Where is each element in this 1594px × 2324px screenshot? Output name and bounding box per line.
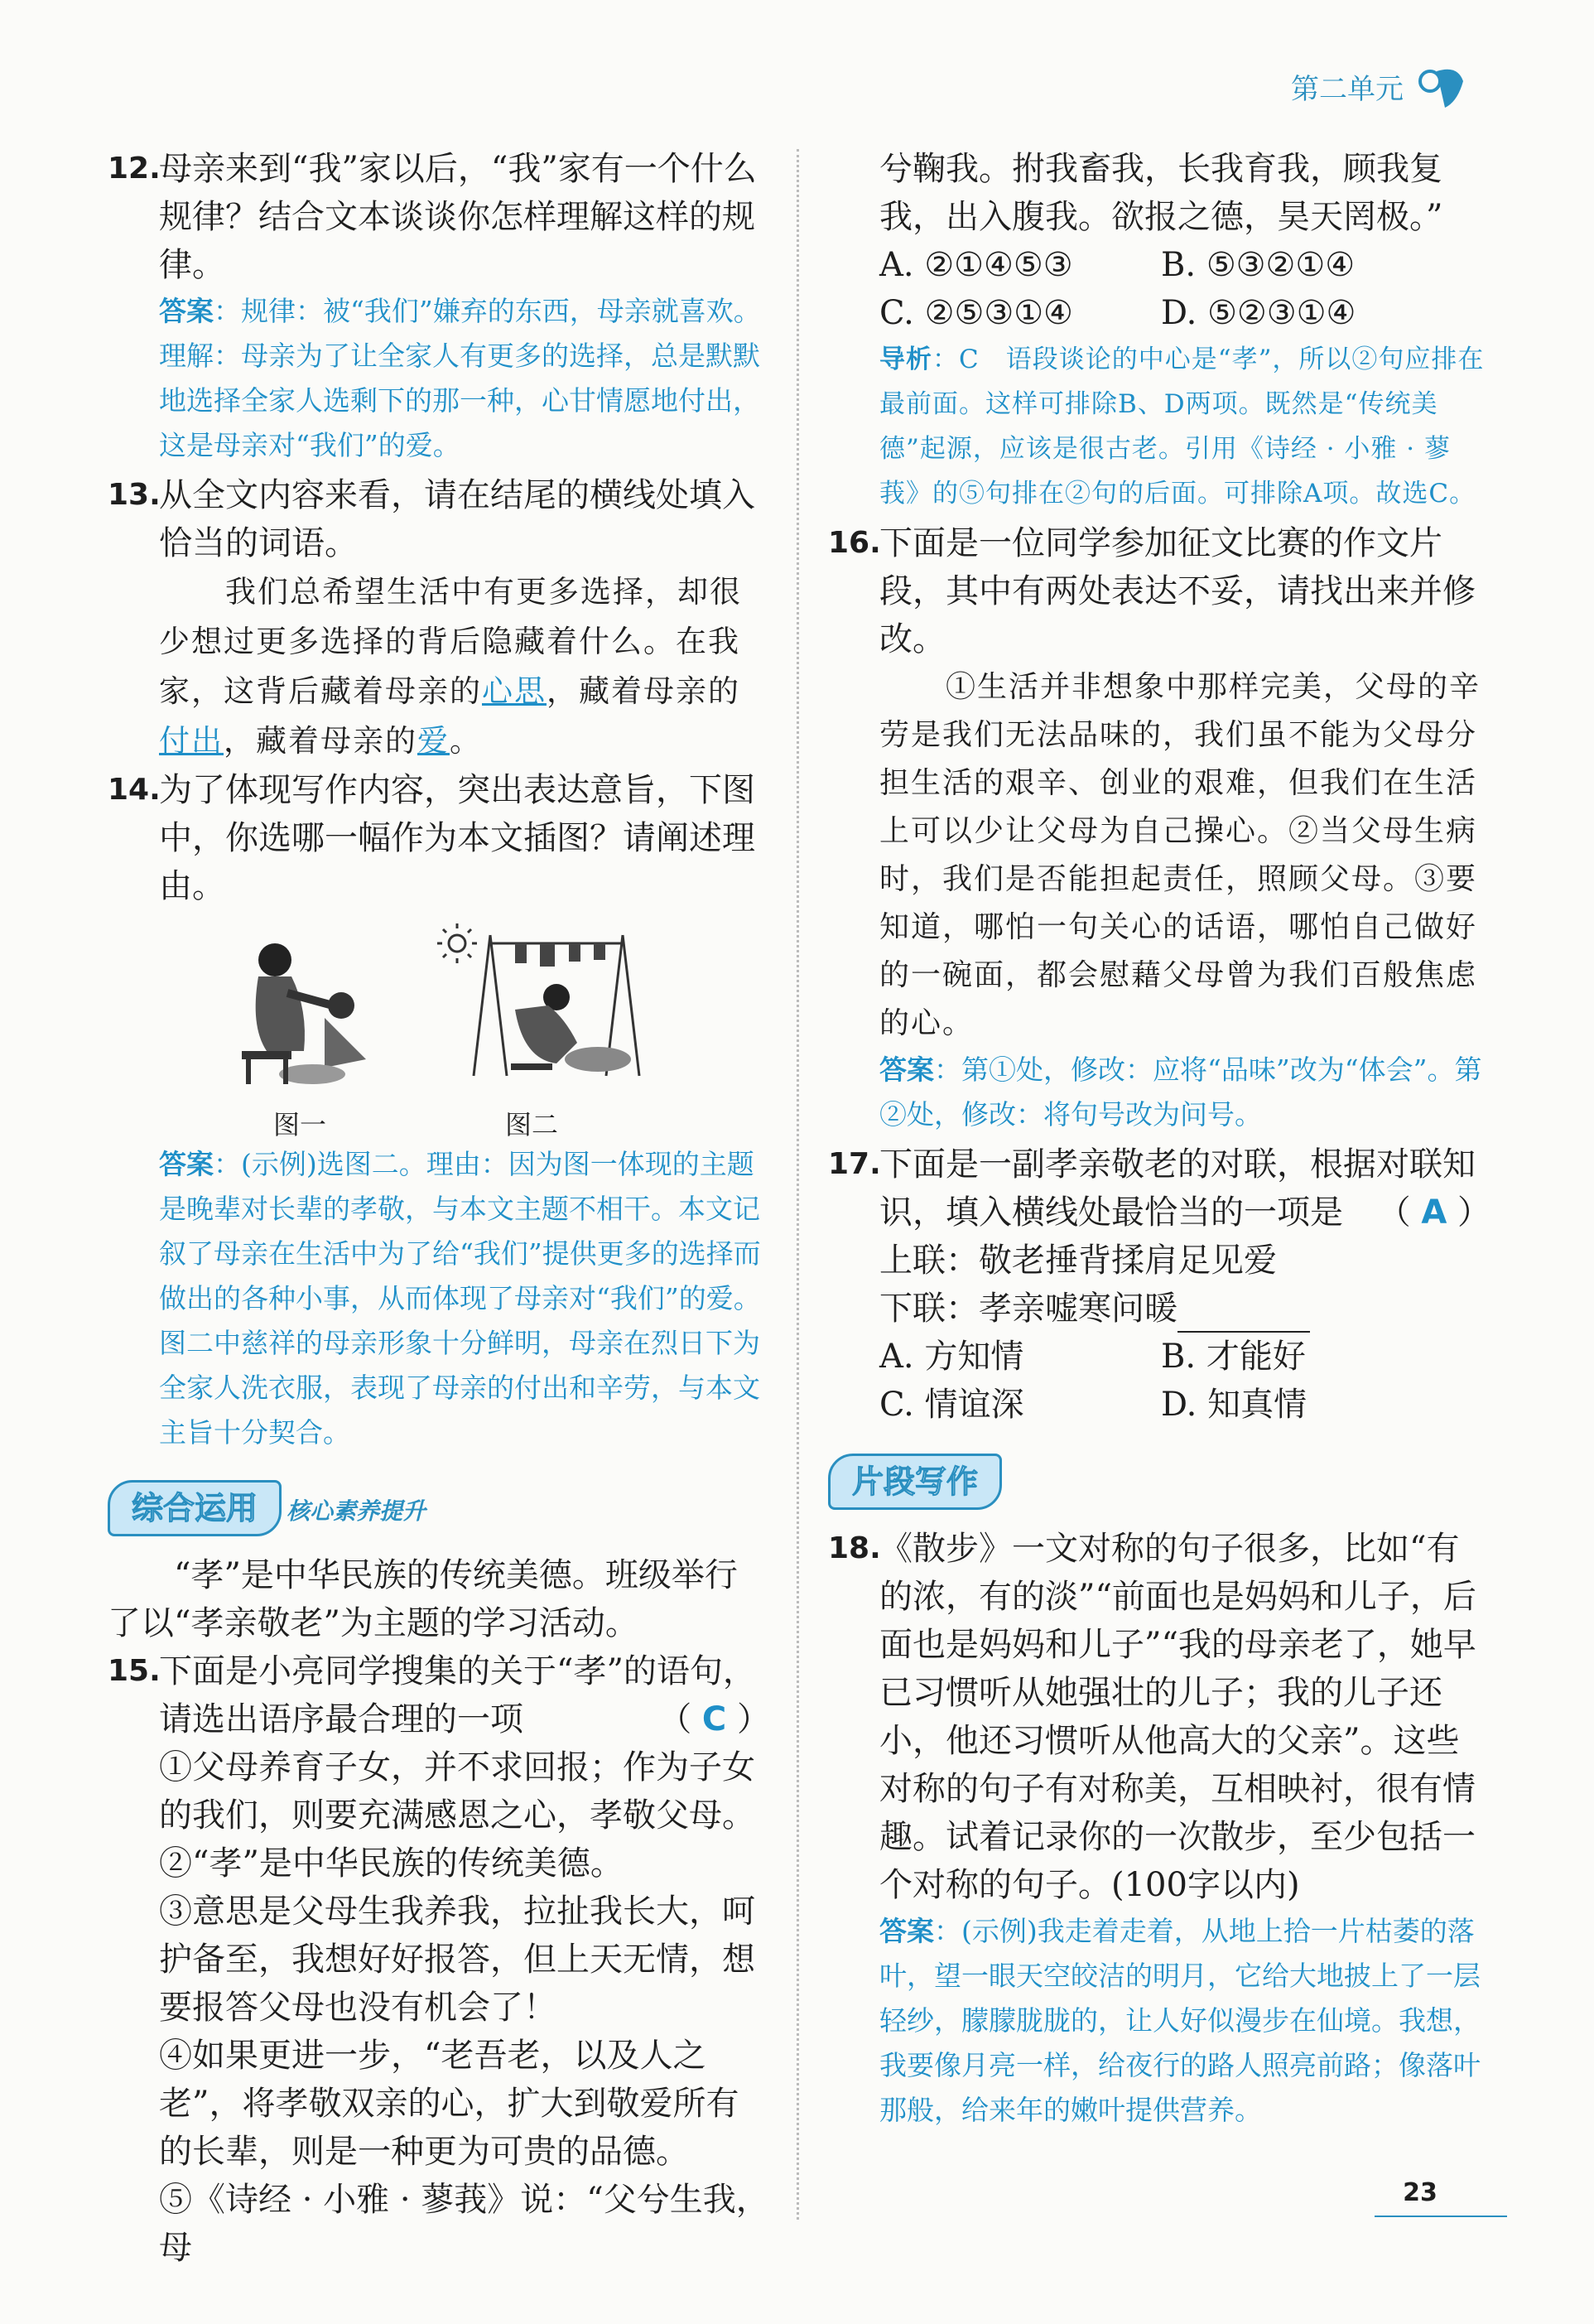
left-column [108, 145, 770, 2272]
couplet-lower-row [828, 1285, 1490, 1333]
answer-bracket: （ C ） [658, 1700, 770, 1738]
question-15 [108, 1647, 770, 1743]
option-b: B. ⑤③②①④ [1161, 246, 1356, 284]
filled-word-1: 心思 [482, 673, 547, 709]
column-divider [797, 149, 799, 2220]
option-a: A. ②①④⑤③ [879, 246, 1073, 284]
question-text: 为了体现写作内容，突出表达意旨，下图中，你选哪一幅作为本文插图？请阐述理由。 [159, 771, 755, 905]
option-c: C. ②⑤③①④ [879, 294, 1073, 332]
blank-line [1177, 1298, 1310, 1333]
question-text: 下面是小亮同学搜集的关于“孝”的语句，请选出语序最合理的一项 [159, 1652, 756, 1738]
figure-two-image [432, 919, 648, 1092]
figure-one-image [225, 927, 391, 1092]
passage-part: 我们总希望生活中有更多选择，却很少想过更多选择的背后隐藏着什么。在我家，这背后藏着母亲的 [159, 574, 742, 709]
answer-18 [828, 1909, 1490, 2133]
passage-part: ，藏着母亲的 [547, 673, 740, 709]
section-title: 片段写作 [828, 1454, 1002, 1510]
passage-part: 。 [450, 723, 482, 759]
unit-decoration-icon [1412, 56, 1470, 114]
unit-header: 第二单元 [1291, 73, 1404, 106]
answer-12 [108, 289, 770, 468]
question-13 [108, 471, 770, 567]
choice-answer: A [1421, 1193, 1447, 1232]
question-12 [108, 145, 770, 289]
answer-bracket: （ A ） [1377, 1193, 1490, 1232]
sentence-5: ⑤《诗经 · 小雅 · 蓼莪》说：“父兮生我，母 [159, 2181, 769, 2267]
answer-16 [828, 1048, 1490, 1137]
question-text: 下面是一位同学参加征文比赛的作文片段，其中有两处表达不妥，请找出来并修改。 [879, 524, 1476, 658]
question-17 [828, 1140, 1490, 1237]
question-text: 《散步》一文对称的句子很多，比如“有的浓，有的淡”“前面也是妈妈和儿子，后面也是妈妈和儿子”“我的母亲老了，她早已习惯听从她强壮的儿子；我的儿子还小，他还习惯听从他高大的父亲”。这些对称的句子有对称美，互相映衬，很有情趣。试着记录你的一次散步，至少包括一个对称的句子。(100字以内) [879, 1530, 1476, 1904]
filled-word-3: 爱 [417, 723, 450, 759]
couplet-upper: 上联：敬老捶背揉肩足见爱 [879, 1242, 1277, 1280]
option-b: B. 才能好 [1161, 1338, 1306, 1376]
question-14 [108, 766, 770, 910]
answer-text: ：(示例)选图二。理由：因为图一体现的主题是晚辈对长辈的孝敬，与本文主题不相干。本文记叙了母亲在生活中为了给“我们”提供更多的选择而做出的各种小事，从而体现了母亲对“我们”的爱。图二中慈祥的母亲形象十分鲜明，母亲在烈日下为全家人洗衣服，表现了母亲的付出和辛劳，与本文主旨十分契合。 [159, 1148, 761, 1449]
sentence-4: ④如果更进一步，“老吾老，以及人之老”，将孝敬双亲的心，扩大到敬爱所有的长辈，则是一种更为可贵的品德。 [159, 2037, 739, 2171]
question-text: 下面是一副孝亲敬老的对联，根据对联知识，填入横线处最恰当的一项是 [879, 1145, 1476, 1232]
figure-one-caption: 图一 [273, 1109, 327, 1140]
sentence-3: ③意思是父母生我养我，拉扯我长大，呵护备至，我想好好报答，但上天无情，想要报答父母也没有机会了！ [159, 1892, 755, 2027]
passage-16: ①生活并非想象中那样完美，父母的辛劳是我们无法品味的，我们虽不能为父母分担生活的艰辛、创业的艰难，但我们在生活上可以少让父母为自己操心。②当父母生病时，我们是否能担起责任，照顾父母。③要知道，哪怕一句关心的话语，哪怕自己做好的一碗面，都会慰藉父母曾为我们百般焦虑的心。 [879, 670, 1481, 1040]
section-comprehensive [108, 1480, 770, 1535]
sentences-15 [108, 1743, 770, 2272]
sentence-5-continued: 兮鞠我。拊我畜我，长我育我，顾我复我，出入腹我。欲报之德，昊天罔极。” [879, 150, 1443, 236]
sentence-1: ①父母养育子女，并不求回报；作为子女的我们，则要充满感恩之心，孝敬父母。 [159, 1748, 755, 1835]
options-15-row2 [828, 289, 1490, 337]
options-17-row2 [828, 1381, 1490, 1429]
choice-answer: C [701, 1700, 727, 1738]
option-d: D. 知真情 [1161, 1386, 1307, 1424]
answer-label: 答案 [159, 295, 214, 327]
question-text: 母亲来到“我”家以后，“我”家有一个什么规律？结合文本谈谈你怎样理解这样的规律。 [159, 150, 757, 284]
question-number: 13. [108, 478, 161, 512]
question-number: 18. [828, 1531, 881, 1565]
question-number: 17. [828, 1147, 881, 1181]
question-18 [828, 1525, 1490, 1909]
illustrations [159, 919, 770, 1142]
answer-14 [108, 1142, 770, 1455]
option-d: D. ⑤②③①④ [1161, 294, 1356, 332]
answer-text: ：(示例)我走着走着，从地上拾一片枯萎的落叶，望一眼天空皎洁的明月，它给大地披上了一层轻纱，朦朦胧胧的，让人好似漫步在仙境。我想，我要像月亮一样，给夜行的路人照亮前路；像落叶那般，给来年的嫩叶提供营养。 [879, 1915, 1481, 2126]
answer-label: 答案 [879, 1054, 934, 1086]
guide-label: 导析 [879, 345, 932, 374]
options-15-row1 [828, 241, 1490, 289]
passage-part: ，藏着母亲的 [224, 723, 417, 759]
section-subtitle: 核心素养提升 [287, 1497, 426, 1525]
answer-label: 答案 [879, 1915, 934, 1947]
answer-label: 答案 [159, 1148, 214, 1180]
question-number: 14. [108, 773, 161, 807]
answer-text: ：第①处，修改：应将“品味”改为“体会”。第②处，修改：将句号改为问号。 [879, 1054, 1482, 1131]
question-16 [828, 519, 1490, 663]
section-writing [828, 1454, 1490, 1508]
passage-13 [108, 567, 770, 766]
activity-intro: “孝”是中华民族的传统美德。班级举行了以“孝亲敬老”为主题的学习活动。 [108, 1556, 738, 1642]
option-c: C. 情谊深 [879, 1386, 1024, 1424]
sentence-2: ②“孝”是中华民族的传统美德。 [159, 1844, 624, 1883]
option-a: A. 方知情 [879, 1338, 1024, 1376]
question-text: 从全文内容来看，请在结尾的横线处填入恰当的词语。 [159, 476, 755, 562]
page-number: 23 [1403, 2178, 1437, 2207]
guide-text: ：C 语段谈论的中心是“孝”，所以②句应排在最前面。这样可排除B、D两项。既然是“传统美德”起源，应该是很古老。引用《诗经 · 小雅 · 蓼莪》的⑤句排在②句的后面。可排除A项。故选C。 [879, 345, 1485, 509]
guide-15 [828, 337, 1490, 516]
section-title: 综合运用 [108, 1480, 282, 1536]
filled-word-2: 付出 [159, 723, 224, 759]
couplet-lower: 下联：孝亲嘘寒问暖 [879, 1290, 1177, 1328]
answer-text: ：规律：被“我们”嫌弃的东西，母亲就喜欢。理解：母亲为了让全家人有更多的选择，总是默默地选择全家人选剩下的那一种，心甘情愿地付出，这是母亲对“我们”的爱。 [159, 295, 761, 461]
question-number: 12. [108, 152, 161, 186]
options-17-row1 [828, 1333, 1490, 1381]
figure-two-caption: 图二 [505, 1109, 559, 1140]
page-number-rule [1375, 2216, 1507, 2217]
question-number: 15. [108, 1654, 161, 1688]
right-column [828, 145, 1490, 2133]
question-number: 16. [828, 526, 881, 560]
